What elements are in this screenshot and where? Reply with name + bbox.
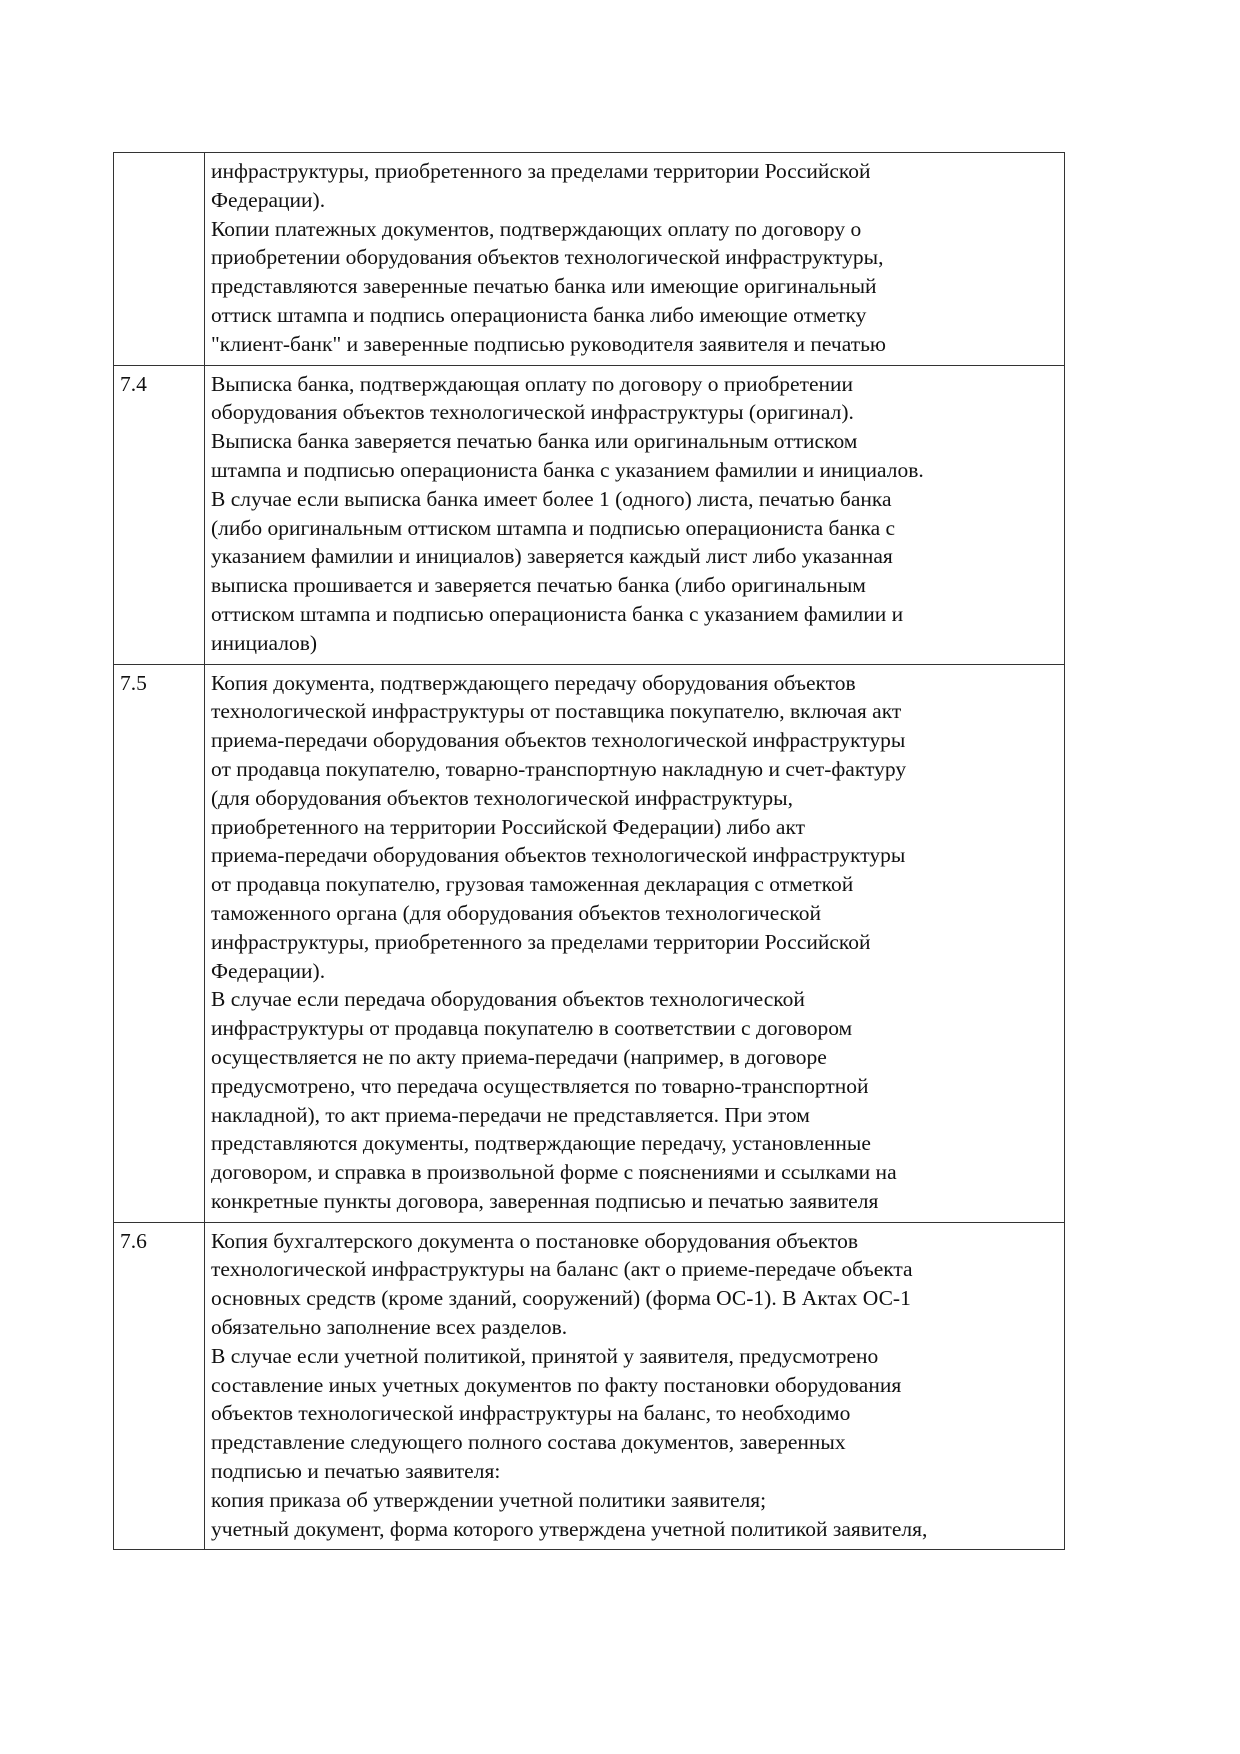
text-line: основных средств (кроме зданий, сооружений) (форма ОС-1). В Актах ОС-1 (211, 1286, 911, 1311)
text-line: представление следующего полного состава документов, заверенных (211, 1430, 846, 1455)
text-line: учетный документ, форма которого утверждена учетной политикой заявителя, (211, 1516, 928, 1541)
item-description (205, 365, 1065, 664)
item-number: 7.5 (114, 664, 205, 1222)
item-number: 7.6 (114, 1222, 205, 1550)
text-line: В случае если учетной политикой, принятой у заявителя, предусмотрено (211, 1343, 879, 1368)
text-line: таможенного органа (для оборудования объектов технологической (211, 900, 821, 925)
text-line: оттиском штампа и подписью операциониста банка с указанием фамилии и (211, 601, 904, 626)
text-line: конкретные пункты договора, заверенная подписью и печатью заявителя (211, 1188, 879, 1213)
table-row (114, 153, 1065, 366)
text-line: обязательно заполнение всех разделов. (211, 1315, 568, 1340)
text-line: В случае если передача оборудования объектов технологической (211, 987, 805, 1012)
text-line: Копии платежных документов, подтверждающих оплату по договору о (211, 216, 862, 241)
text-line: подписью и печатью заявителя: (211, 1459, 501, 1484)
text-line: приема-передачи оборудования объектов технологической инфраструктуры (211, 728, 906, 753)
text-line: Копия бухгалтерского документа о постановке оборудования объектов (211, 1228, 859, 1253)
text-line: предусмотрено, что передача осуществляется по товарно-транспортной (211, 1073, 869, 1098)
text-line: приобретении оборудования объектов технологической инфраструктуры, (211, 245, 884, 270)
text-line: накладной), то акт приема-передачи не представляется. При этом (211, 1102, 810, 1127)
text-line: оттиск штампа и подпись операциониста банка либо имеющие отметку (211, 302, 867, 327)
item-description (205, 664, 1065, 1222)
text-line: осуществляется не по акту приема-передачи (например, в договоре (211, 1044, 827, 1069)
text-line: "клиент-банк" и заверенные подписью руководителя заявителя и печатью (211, 331, 886, 356)
text-line: от продавца покупателю, грузовая таможенная декларация с отметкой (211, 872, 854, 897)
item-number: 7.4 (114, 365, 205, 664)
item-description (205, 1222, 1065, 1550)
text-line: инициалов) (211, 630, 318, 655)
text-line: Выписка банка заверяется печатью банка или оригинальным оттиском (211, 429, 858, 454)
table-row (114, 365, 1065, 664)
text-line: В случае если выписка банка имеет более 1 (одного) листа, печатью банка (211, 486, 892, 511)
table-row (114, 1222, 1065, 1550)
text-line: инфраструктуры, приобретенного за пределами территории Российской (211, 159, 871, 183)
text-line: инфраструктуры, приобретенного за пределами территории Российской (211, 929, 871, 954)
text-line: Федерации). (211, 958, 326, 983)
text-line: объектов технологической инфраструктуры на баланс, то необходимо (211, 1401, 851, 1426)
text-line: от продавца покупателю, товарно-транспортную накладную и счет-фактуру (211, 756, 907, 781)
text-line: технологической инфраструктуры от поставщика покупателю, включая акт (211, 699, 902, 724)
text-line: Копия документа, подтверждающего передачу оборудования объектов (211, 670, 856, 695)
table-row (114, 664, 1065, 1222)
text-line: Федерации). (211, 187, 326, 212)
text-line: договором, и справка в произвольной форме с пояснениями и ссылками на (211, 1160, 897, 1185)
text-line: представляются заверенные печатью банка или имеющие оригинальный (211, 274, 877, 299)
item-number (114, 153, 205, 366)
text-line: Выписка банка, подтверждающая оплату по договору о приобретении (211, 371, 854, 396)
text-line: инфраструктуры от продавца покупателю в соответствии с договором (211, 1016, 853, 1041)
text-line: приобретенного на территории Российской Федерации) либо акт (211, 814, 806, 839)
text-line: (либо оригинальным оттиском штампа и подписью операциониста банка с (211, 515, 896, 540)
text-line: выписка прошивается и заверяется печатью банка (либо оригинальным (211, 573, 866, 598)
requirements-table (113, 152, 1065, 1550)
text-line: оборудования объектов технологической инфраструктуры (оригинал). (211, 400, 854, 425)
text-line: технологической инфраструктуры на баланс (акт о приеме-передаче объекта (211, 1257, 913, 1282)
text-line: приема-передачи оборудования объектов технологической инфраструктуры (211, 843, 906, 868)
text-line: указанием фамилии и инициалов) заверяется каждый лист либо указанная (211, 544, 893, 569)
text-line: составление иных учетных документов по факту постановки оборудования (211, 1372, 902, 1397)
text-line: представляются документы, подтверждающие передачу, установленные (211, 1131, 871, 1156)
text-line: штампа и подписью операциониста банка с указанием фамилии и инициалов. (211, 457, 924, 482)
item-description (205, 153, 1065, 366)
text-line: копия приказа об утверждении учетной политики заявителя; (211, 1487, 767, 1512)
text-line: (для оборудования объектов технологической инфраструктуры, (211, 785, 793, 810)
